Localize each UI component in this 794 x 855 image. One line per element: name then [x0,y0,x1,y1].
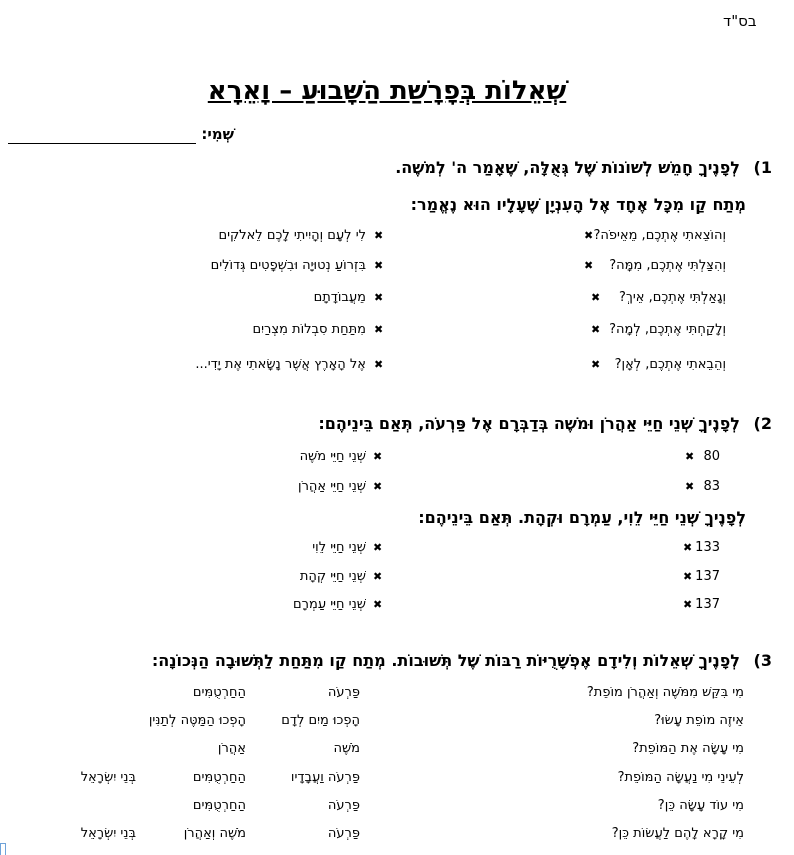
q2-label-item: שְׁנֵי חַיֵּי מֹשֶׁה [299,449,366,464]
q2-label-item: שְׁנֵי חַיֵּי לֵוִי [312,540,366,555]
q3-answer-option[interactable]: בְּנֵי יִשְׂרָאֵל [80,826,136,841]
bullet-icon: ✖ [374,229,384,242]
q1-left-item: לִי לְעָם וְהָיִיתִי לָכֶם לֵאלֹקִים [218,228,366,243]
q2-number-item: 83 [703,479,720,494]
q3-answer-option[interactable]: בְּנֵי יִשְׂרָאֵל [80,770,136,785]
header-corner: בס"ד [723,12,757,30]
q1-number: 1) [753,158,772,177]
name-label: שְׁמִי: [201,125,234,143]
bullet-icon: ✖ [591,291,601,304]
bullet-icon: ✖ [373,541,383,554]
q1-title [395,158,772,177]
q3-title [152,651,772,670]
q1-title-text: לְפָנֶיךָ חָמֵשׁ לְשׁוֹנוֹת שֶׁל גְּאֻלָּה, שֶׁאָמַר ה' לְמֹשֶׁה. [395,158,740,177]
bullet-icon: ✖ [373,450,383,463]
q1-right-item: וְהִצַּלְתִּי אֶתְכֶם, מִמָּה? [609,258,726,273]
bullet-icon: ✖ [591,358,601,371]
q1-subtitle: מְתַח קַו מִכָּל אֶחָד אֶל הָעִנְיָן שֶׁעָלָיו הוּא נֶאֱמַר: [410,195,746,214]
q3-question: מִי עוֹד עָשָׂה כֵּן? [657,798,744,813]
q2-label-item: שְׁנֵי חַיֵּי קְהָת [299,569,366,584]
q2-subtitle: לְפָנֶיךָ שְׁנֵי חַיֵּי לֵוִי, עַמְרָם וּקְהָת. תְּאַם בֵּינֵיהֶם: [418,508,746,527]
q2-number: 2) [753,414,772,433]
q1-left-item: מֵעֲבוֹדָתָם [313,290,366,305]
q2-label-item: שְׁנֵי חַיֵּי עַמְרָם [293,597,366,612]
bullet-icon: ✖ [374,323,384,336]
q3-question: מִי בִּקֵּשׁ מִמֹּשֶׁה וְאַהֲרֹן מוֹפֵת? [586,685,744,700]
bullet-icon: ✖ [373,598,383,611]
q3-answer-option[interactable]: אַהֲרֹן [217,741,246,756]
q3-title-text: לְפָנֶיךָ שְׁאֵלוֹת וְלִידָם אֶפְשָׁרֻיּוֹת רַבּוֹת שֶׁל תְּשׁוּבוֹת. מְתַח קַו מִתַּחַת לַתְּשׁוּבָה הַנְּכוֹנָה: [151,651,740,670]
q3-answer-option[interactable]: פַּרְעֹה וַעֲבָדָיו [290,770,360,785]
bullet-icon: ✖ [374,259,384,272]
q2-title [318,414,772,433]
q3-number: 3) [753,651,772,670]
bullet-icon: ✖ [584,229,594,242]
q3-question: לְעֵינֵי מִי נַעֲשָׂה הַמּוֹפֵת? [617,770,744,785]
q1-right-item: וְהֵבֵאתִי אֶתְכֶם, לְאָן? [614,357,726,372]
q3-question: אֵיזֶה מוֹפֵת עָשׂוּ? [654,713,744,728]
q2-title-text: לְפָנֶיךָ שְׁנֵי חַיֵּי אַהֲרֹן וּמֹשֶׁה בְּדַבְּרָם אֶל פַּרְעֹה, תְּאַם בֵּינֵיהֶם: [318,414,740,433]
bullet-icon: ✖ [683,541,693,554]
q3-answer-option[interactable]: פַּרְעֹה [327,685,360,700]
name-field[interactable] [8,143,196,144]
q3-answer-option[interactable]: מֹשֶׁה [333,741,360,756]
cursor-mark [0,843,6,855]
bullet-icon: ✖ [685,450,695,463]
q3-answer-option[interactable]: הַחַרְטֻמִּים [192,685,246,700]
q3-answer-option[interactable]: פַּרְעֹה [327,798,360,813]
q2-label-item: שְׁנֵי חַיֵּי אַהֲרֹן [298,479,366,494]
page-title: שְׁאֵלוֹת בְּפָרָשַׁת הַשָּׁבוּעַ – וָאֵרָא [207,76,567,106]
bullet-icon: ✖ [373,480,383,493]
bullet-icon: ✖ [683,570,693,583]
q3-answer-option[interactable]: הָפְכוּ מַיִם לְדָם [281,713,360,728]
q3-answer-option[interactable]: הַחַרְטֻמִּים [192,798,246,813]
q1-left-item: בִּזְרוֹעַ נְטוּיָה וּבִשְׁפָטִים גְּדוֹלִים [210,258,366,273]
q2-number-item: 137 [695,569,720,584]
bullet-icon: ✖ [374,358,384,371]
bullet-icon: ✖ [374,291,384,304]
q1-right-item: וְגָאַלְתִּי אֶתְכֶם, אֵיךְ? [618,290,726,305]
q3-answer-option[interactable]: מֹשֶׁה וְאַהֲרֹן [183,826,246,841]
q2-number-item: 137 [695,597,720,612]
q1-left-item: אֶל הָאָרֶץ אֲשֶׁר נָשָׂאתִי אֶת יָדִי... [195,357,366,372]
bullet-icon: ✖ [683,598,693,611]
bullet-icon: ✖ [685,480,695,493]
q3-answer-option[interactable]: פַּרְעֹה [327,826,360,841]
q2-number-item: 133 [695,540,720,555]
bullet-icon: ✖ [591,323,601,336]
q3-answer-option[interactable]: הָפְכוּ הַמַּטֶּה לְתַנִּין [148,713,246,728]
bullet-icon: ✖ [584,259,594,272]
q3-question: מִי קָרָא לָהֶם לַעֲשׂוֹת כֵּן? [611,826,744,841]
q3-answer-option[interactable]: הַחַרְטֻמִּים [192,770,246,785]
q3-question: מִי עָשָׂה אֶת הַמּוֹפֵת? [632,741,744,756]
bullet-icon: ✖ [373,570,383,583]
q1-right-item: וְהוֹצֵאתִי אֶתְכֶם, מֵאֵיפֹה? [593,228,726,243]
q1-right-item: וְלָקַחְתִּי אֶתְכֶם, לְמָה? [609,322,726,337]
q1-left-item: מִתַּחַת סִבְלוֹת מִצְרַיִם [252,322,366,337]
q2-number-item: 80 [703,449,720,464]
